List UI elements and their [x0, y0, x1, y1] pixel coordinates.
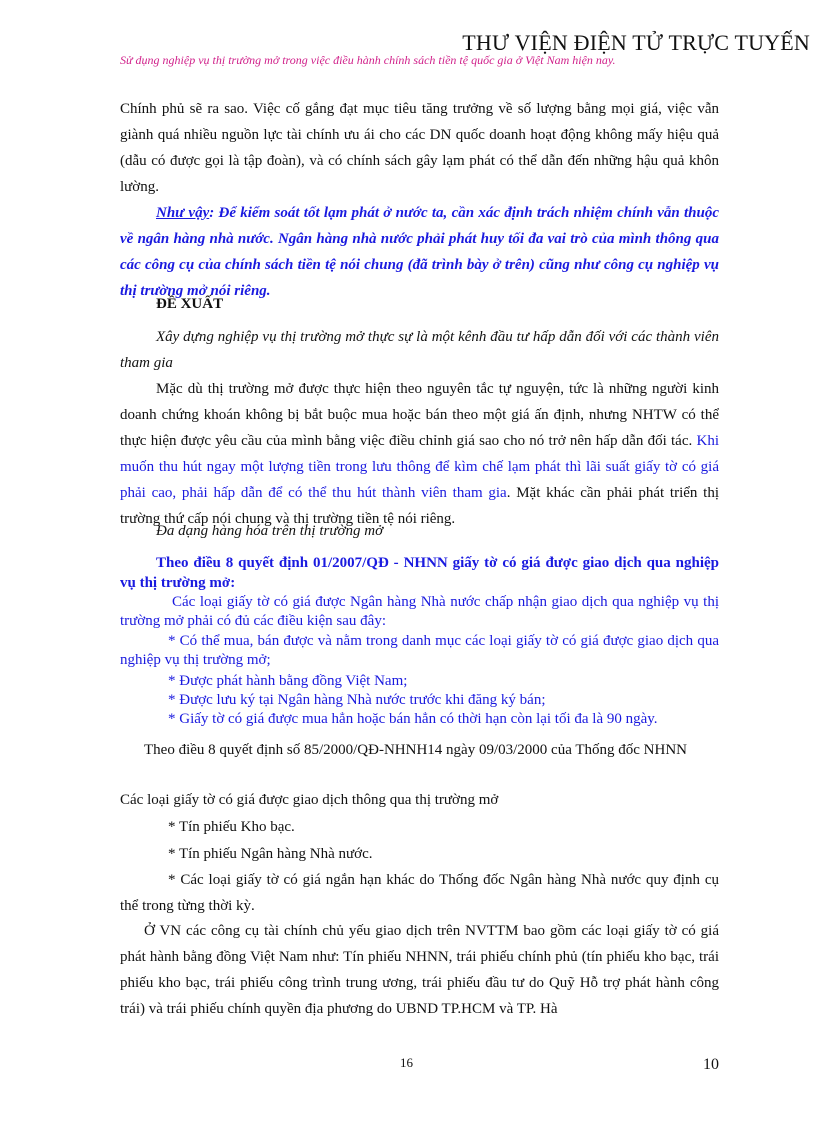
paragraph-3-part-a: Mặc dù thị trường mở được thực hiện theo nguyên tắc tự nguyện, tức là những người kinh doanh chứng khoán không bị bắt buộc mua hoặc bán theo một giá ấn định, nhưng NHTW có thể thực hiện được yêu cầu của mình bằng việc điều chỉnh giá sao cho nó trở nên hấp dẫn đối tác.	[120, 381, 719, 449]
list-item: * Các loại giấy tờ có giá ngắn hạn khác do Thống đốc Ngân hàng Nhà nước quy định cụ thể trong từng thời kỳ.	[120, 872, 719, 914]
paragraph-6: Ở VN các công cụ tài chính chủ yếu giao dịch trên NVTTM bao gồm các loại giấy tờ có giá phát hành bằng đồng Việt Nam như: Tín phiếu NHNN, trái phiếu chính phủ (tín phiếu kho bạc, trái phiếu kho bạc, trái phiếu công trình trung ương, trái phiếu đầu tư do Quỹ Hỗ trợ phát hành công trái) và trái phiếu chính quyền địa phương do UBND TP.HCM và TP. Hà	[120, 923, 719, 1017]
page-number-right: 10	[703, 1056, 719, 1073]
library-watermark: THƯ VIỆN ĐIỆN TỬ TRỰC TUYẾN	[462, 30, 810, 55]
running-header: Sử dụng nghiệp vụ thị trường mở trong việc điều hành chính sách tiền tệ quốc gia ở Việt Nam hiện nay.	[120, 53, 616, 67]
condition-item: * Được lưu ký tại Ngân hàng Nhà nước trước khi đăng ký bán;	[168, 692, 546, 708]
decision-heading: Theo điều 8 quyết định 01/2007/QĐ - NHNN giấy tờ có giá được giao dịch qua nghiệp vụ thị trường mở:	[120, 555, 719, 591]
condition-item: * Có thể mua, bán được và nằm trong danh mục các loại giấy tờ có giá được giao dịch qua nghiệp vụ thị trường mở;	[120, 633, 719, 668]
paragraph-5: Các loại giấy tờ có giá được giao dịch thông qua thị trường mở	[120, 792, 499, 808]
conclusion-lead: Như vậy	[156, 205, 210, 221]
condition-item: * Được phát hành bằng đồng Việt Nam;	[168, 673, 408, 689]
conclusion-body: : Để kiểm soát tốt lạm phát ở nước ta, cần xác định trách nhiệm chính vẫn thuộc về ngân hàng nhà nước. Ngân hàng nhà nước phải phát huy tối đa vai trò của mình thông qua các công cụ của chính sách tiền tệ nói chung (đã trình bày ở trên) cũng như công cụ nghiệp vụ thị trường mở nói riêng.	[120, 205, 719, 299]
decision-intro: Các loại giấy tờ có giá được Ngân hàng Nhà nước chấp nhận giao dịch qua nghiệp vụ thị trường mở phải có đủ các điều kiện sau đây:	[120, 594, 719, 629]
subheading-1: Xây dựng nghiệp vụ thị trường mở thực sự là một kênh đầu tư hấp dẫn đối với các thành viên tham gia	[120, 329, 719, 371]
conclusion-paragraph	[120, 200, 719, 304]
paragraph-4: Theo điều 8 quyết định số 85/2000/QĐ-NHNH14 ngày 09/03/2000 của Thống đốc NHNN	[144, 742, 687, 758]
list-item: * Tín phiếu Ngân hàng Nhà nước.	[168, 846, 373, 862]
paragraph-1: Chính phủ sẽ ra sao. Việc cố gắng đạt mục tiêu tăng trưởng về số lượng bằng mọi giá, việc vẫn giành quá nhiều nguồn lực tài chính ưu ái cho các DN quốc doanh hoạt động không mấy hiệu quả (dẫu có được gọi là tập đoàn), và có chính sách gây lạm phát có thể dẫn đến những hậu quả khôn lường.	[120, 101, 719, 195]
list-item: * Tín phiếu Kho bạc.	[168, 819, 295, 835]
paragraph-3-part-c: . Mặt khác cần phải phát triển thị trường thứ cấp nói chung và thị trường tiền tệ nói riêng.	[120, 485, 719, 527]
subheading-2: Đa dạng hàng hóa trên thị trường mở	[156, 523, 384, 539]
page-number-center: 16	[400, 1055, 413, 1070]
paragraph-3-highlight: Khi muốn thu hút ngay một lượng tiền trong lưu thông để kìm chế lạm phát thì lãi suất giấy tờ có giá phải cao, phải hấp dẫn để có thể thu hút thành viên tham gia	[120, 433, 719, 501]
section-heading: ĐỀ XUẤT	[156, 296, 224, 312]
paragraph-3	[120, 376, 719, 532]
condition-item: * Giấy tờ có giá được mua hẳn hoặc bán hẳn có thời hạn còn lại tối đa là 90 ngày.	[168, 711, 658, 727]
